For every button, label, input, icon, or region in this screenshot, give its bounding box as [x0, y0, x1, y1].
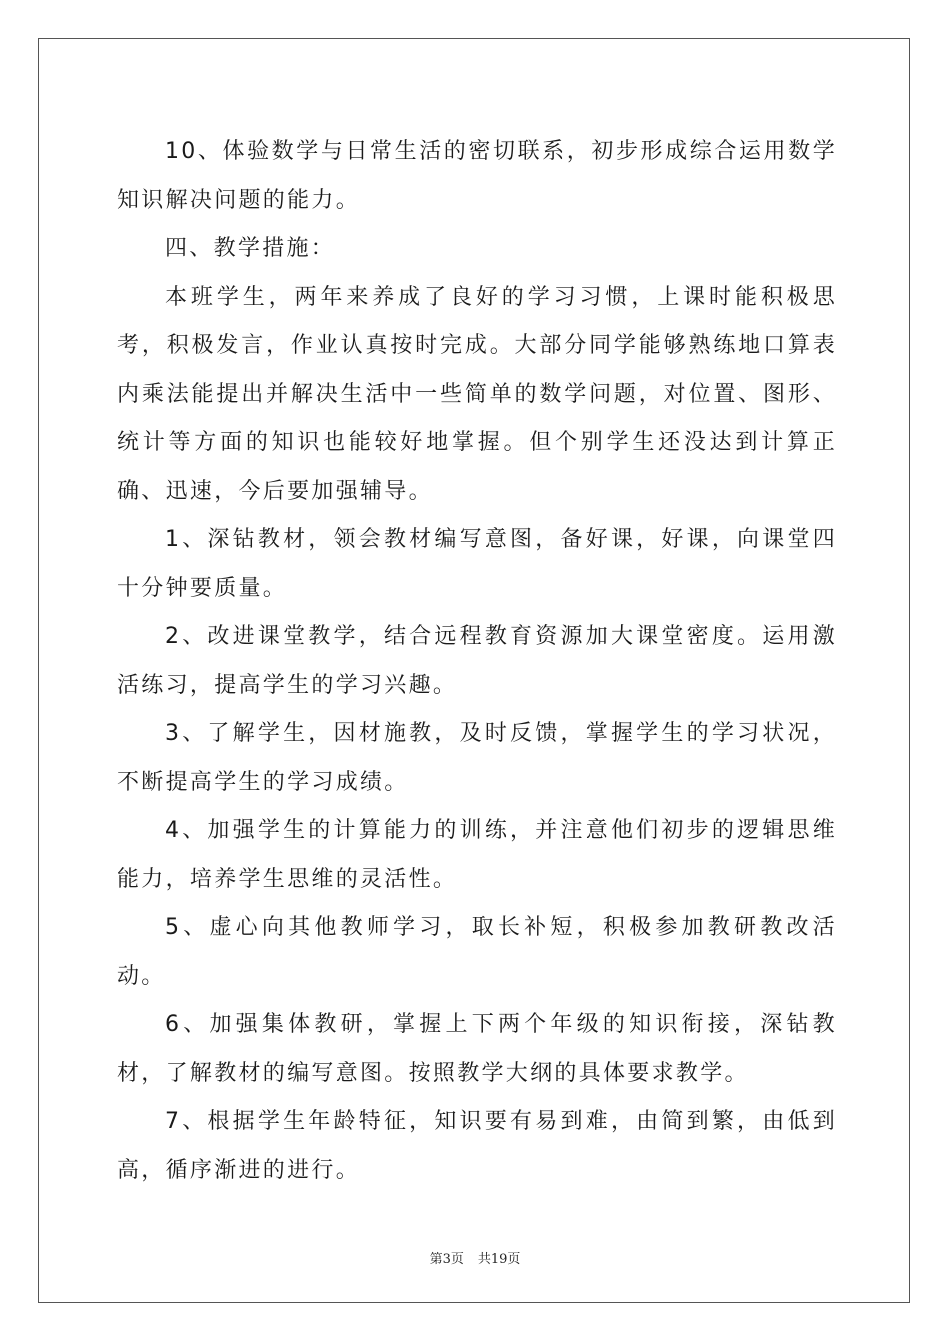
measure-item-1: 1、深钻教材，领会教材编写意图，备好课，好课，向课堂四十分钟要质量。: [117, 527, 837, 601]
page-footer: [0, 1248, 950, 1267]
paragraph-item-10: 10、体验数学与日常生活的密切联系，初步形成综合运用数学知识解决问题的能力。: [117, 139, 837, 213]
paragraph-class-overview: 本班学生，两年来养成了良好的学习习惯，上课时能积极思考，积极发言，作业认真按时完成。大部分同学能够熟练地口算表内乘法能提出并解决生活中一些简单的数学问题，对位置、图形、统计等方面的知识也能较好地掌握。但个别学生还没达到计算正确、迅速，今后要加强辅导。: [117, 284, 837, 504]
measure-item-6: 6、加强集体教研，掌握上下两个年级的知识衔接，深钻教材，了解教材的编写意图。按照教学大纲的具体要求教学。: [117, 1012, 837, 1086]
measure-item-3: 3、了解学生，因材施教，及时反馈，掌握学生的学习状况，不断提高学生的学习成绩。: [117, 721, 837, 795]
page-total: 共19页: [477, 1252, 521, 1267]
page-number: 第3页: [429, 1252, 464, 1267]
measure-item-7: 7、根据学生年龄特征，知识要有易到难，由简到繁，由低到高，循序渐进的进行。: [117, 1109, 837, 1183]
measure-item-4: 4、加强学生的计算能力的训练，并注意他们初步的逻辑思维能力，培养学生思维的灵活性。: [117, 818, 837, 892]
document-body: [117, 128, 837, 1195]
measure-item-5: 5、虚心向其他教师学习，取长补短，积极参加教研教改活动。: [117, 915, 837, 989]
measure-item-2: 2、改进课堂教学，结合远程教育资源加大课堂密度。运用激活练习，提高学生的学习兴趣。: [117, 624, 837, 698]
section-heading-measures: 四、教学措施：: [165, 236, 336, 261]
